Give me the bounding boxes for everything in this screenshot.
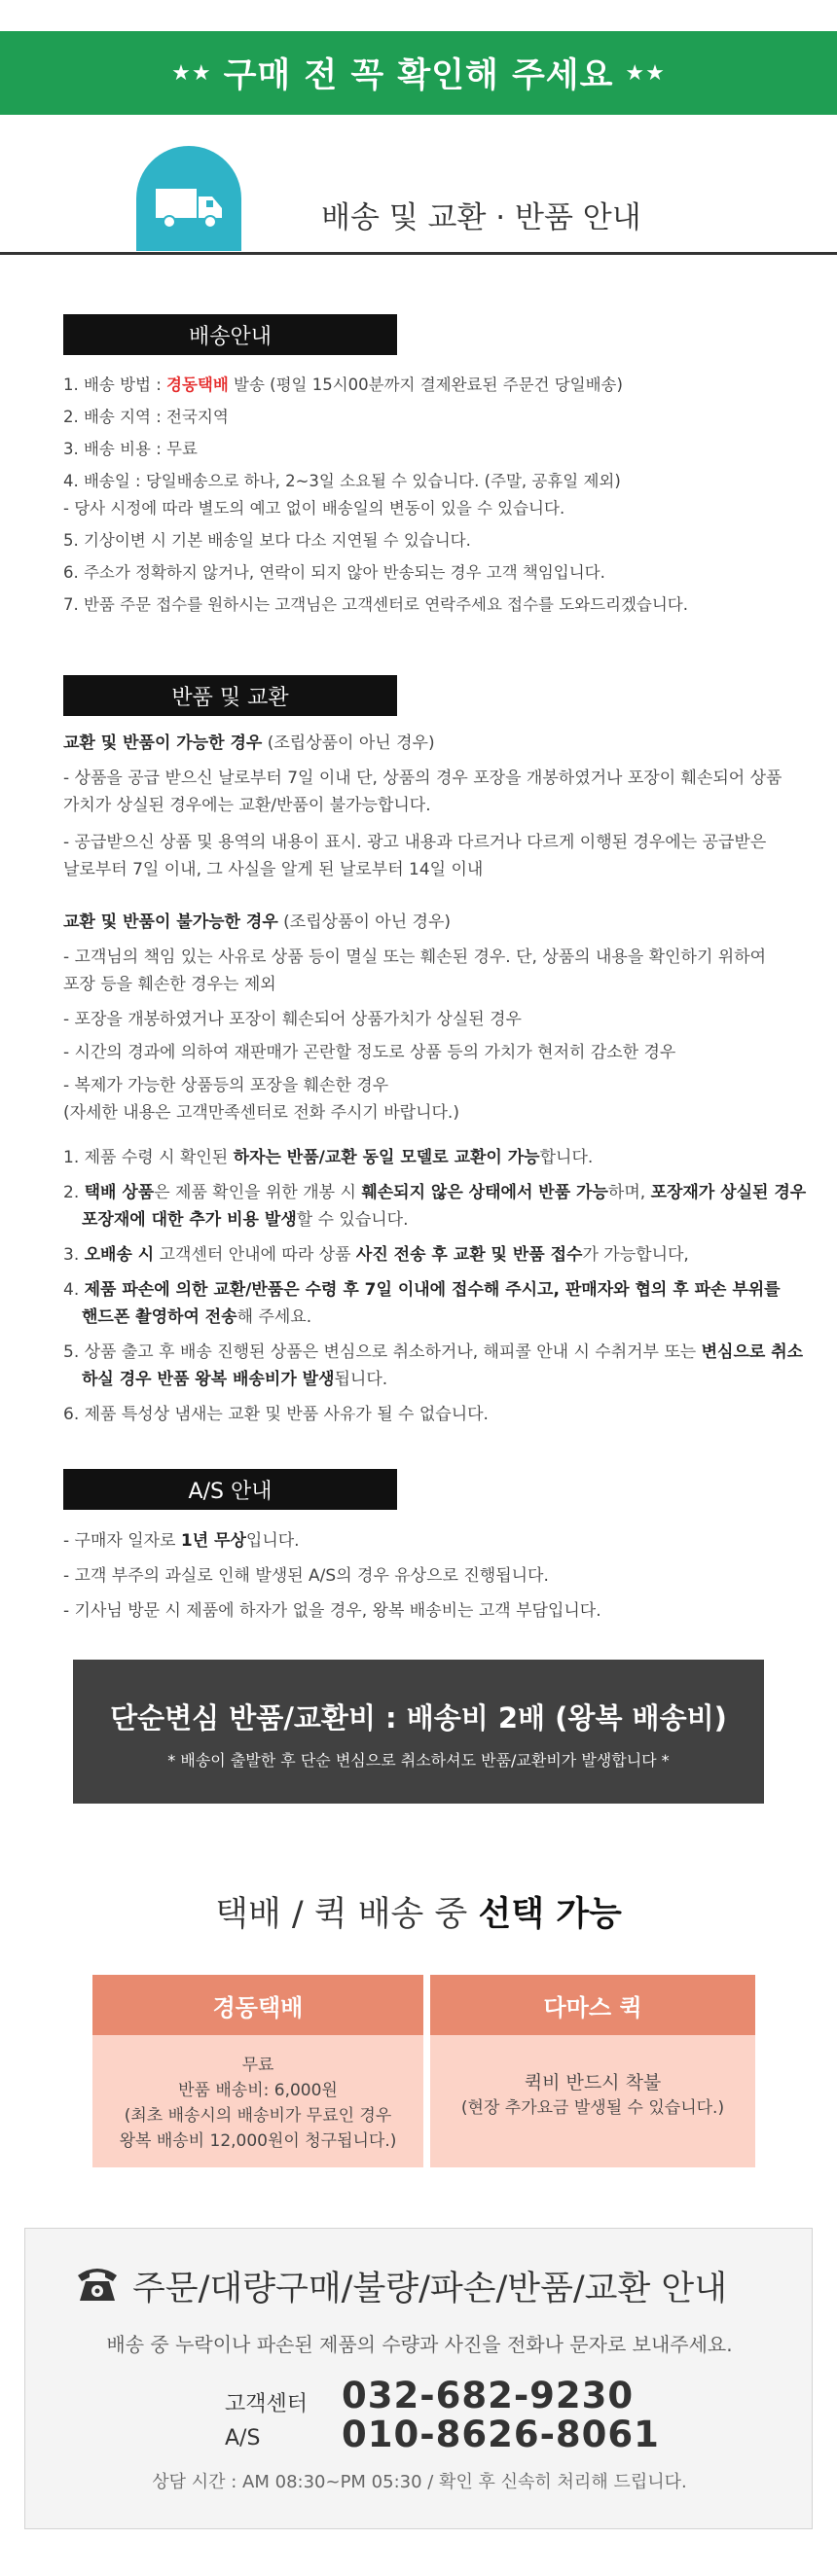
- truck-icon: [136, 146, 241, 251]
- return-rule: 2. 택배 상품은 제품 확인을 위한 개봉 시 훼손되지 않은 상태에서 반품 가능하며, 포장재가 상실된 경우: [63, 1183, 807, 1202]
- option-title: 다마스 퀵: [430, 1975, 755, 2035]
- star-icon: ★★: [171, 60, 212, 86]
- list-item: (자세한 내용은 고객만족센터로 전화 주시기 바랍니다.): [63, 1103, 459, 1123]
- notice-subtitle: * 배송이 출발한 후 단순 변심으로 취소하셔도 반품/교환비가 발생합니다 *: [167, 1751, 670, 1770]
- list-item: - 시간의 경과에 의하여 재판매가 곤란할 정도로 상품 등의 가치가 현저히 감소한 경우: [63, 1043, 676, 1062]
- banner-title: 구매 전 꼭 확인해 주세요: [223, 56, 614, 95]
- list-item: - 고객님의 책임 있는 사유로 상품 등이 멸실 또는 훼손된 경우. 단, 상품의 내용을 확인하기 위하여: [63, 948, 767, 967]
- list-item: 3. 배송 비용 : 무료: [63, 440, 198, 458]
- contact-title: 주문/대량구매/불량/파손/반품/교환 안내: [132, 2270, 728, 2308]
- return-rule: 5. 상품 출고 후 배송 진행된 상품은 변심으로 취소하거나, 해피콜 안내 시 수취거부 또는 변심으로 취소: [63, 1342, 804, 1362]
- option-kyungdong: [92, 1975, 423, 2167]
- list-item: 4. 배송일 : 당일배송으로 하나, 2~3일 소요될 수 있습니다. (주말, 공휴일 제외): [63, 472, 621, 490]
- option-body: 퀵비 반드시 착불 (현장 추가요금 발생될 수 있습니다.): [430, 2035, 755, 2167]
- return-rule-cont: 포장재에 대한 추가 비용 발생할 수 있습니다.: [82, 1210, 409, 1230]
- option-damas-quick: [430, 1975, 755, 2167]
- return-rule: 4. 제품 파손에 의한 교환/반품은 수령 후 7일 이내에 접수해 주시고, 판매자와 협의 후 파손 부위를: [63, 1280, 781, 1300]
- delivery-select-title: 택배 / 퀵 배송 중 선택 가능: [215, 1895, 622, 1934]
- option-body: 무료 반품 배송비: 6,000원 (최초 배송시의 배송비가 무료인 경우 왕복 배송비 12,000원이 청구됩니다.): [92, 2035, 423, 2167]
- list-item: 1. 배송 방법 : 경동택배 발송 (평일 15시00분까지 결제완료된 주문건 당일배송): [63, 376, 623, 394]
- page-title: 배송 및 교환 · 반품 안내: [321, 200, 641, 235]
- phone-icon: [74, 2262, 121, 2308]
- list-item: - 포장을 개봉하였거나 포장이 훼손되어 상품가치가 상실된 경우: [63, 1010, 522, 1029]
- return-fee-notice: [73, 1660, 764, 1804]
- contact-subtitle: 배송 중 누락이나 파손된 제품의 수량과 사진을 전화나 문자로 보내주세요.: [106, 2333, 733, 2356]
- as-number[interactable]: 010-8626-8061: [342, 2414, 660, 2455]
- shipping-header: [0, 146, 837, 255]
- list-item: 날로부터 7일 이내, 그 사실을 알게 된 날로부터 14일 이내: [63, 860, 484, 879]
- center-number[interactable]: 032-682-9230: [342, 2375, 635, 2416]
- contact-box: [24, 2228, 813, 2529]
- section-heading-as: A/S 안내: [63, 1469, 397, 1510]
- notice-title: 단순변심 반품/교환비 : 배송비 2배 (왕복 배송비): [110, 1701, 727, 1735]
- list-item: - 고객 부주의 과실로 인해 발생된 A/S의 경우 유상으로 진행됩니다.: [63, 1566, 549, 1586]
- list-item: - 구매자 일자로 1년 무상입니다.: [63, 1531, 300, 1551]
- return-rule-cont: 하실 경우 반품 왕복 배송비가 발생됩니다.: [82, 1370, 388, 1389]
- list-item: 가치가 상실된 경우에는 교환/반품이 불가능합니다.: [63, 796, 431, 815]
- list-item: 6. 주소가 정확하지 않거나, 연락이 되지 않아 반송되는 경우 고객 책임입니다.: [63, 563, 605, 582]
- list-item: - 기사님 방문 시 제품에 하자가 없을 경우, 왕복 배송비는 고객 부담입니다.: [63, 1601, 601, 1621]
- possible-heading: 교환 및 반품이 가능한 경우 (조립상품이 아닌 경우): [63, 733, 435, 753]
- return-rule: 6. 제품 특성상 냄새는 교환 및 반품 사유가 될 수 없습니다.: [63, 1405, 489, 1424]
- return-rule: 1. 제품 수령 시 확인된 하자는 반품/교환 동일 모델로 교환이 가능합니다.: [63, 1148, 594, 1167]
- list-item: 2. 배송 지역 : 전국지역: [63, 408, 229, 426]
- list-item: - 복제가 가능한 상품등의 포장을 훼손한 경우: [63, 1076, 389, 1095]
- return-rule-cont: 핸드폰 촬영하여 전송해 주세요.: [82, 1307, 312, 1327]
- impossible-heading: 교환 및 반품이 불가능한 경우 (조립상품이 아닌 경우): [63, 912, 452, 932]
- divider: [0, 252, 837, 255]
- list-item: 5. 기상이변 시 기본 배송일 보다 다소 지연될 수 있습니다.: [63, 531, 471, 550]
- shipping-list: [63, 372, 803, 619]
- section-heading-shipping: 배송안내: [63, 314, 397, 355]
- list-item: - 당사 시정에 따라 별도의 예고 없이 배송일의 변동이 있을 수 있습니다.: [63, 499, 565, 518]
- as-label: A/S: [225, 2426, 261, 2451]
- center-label: 고객센터: [225, 2392, 309, 2416]
- list-item: 포장 등을 훼손한 경우는 제외: [63, 975, 276, 994]
- section-heading-returns: 반품 및 교환: [63, 675, 397, 716]
- top-banner: [0, 31, 837, 115]
- return-rule: 3. 오배송 시 고객센터 안내에 따라 상품 사진 전송 후 교환 및 반품 접수가 가능합니다,: [63, 1245, 689, 1265]
- star-icon: ★★: [625, 60, 666, 86]
- list-item: - 공급받으신 상품 및 용역의 내용이 표시. 광고 내용과 다르거나 다르게 이행된 경우에는 공급받은: [63, 833, 767, 852]
- list-item: - 상품을 공급 받으신 날로부터 7일 이내 단, 상품의 경우 포장을 개봉하였거나 포장이 훼손되어 상품: [63, 769, 782, 788]
- option-title: 경동택배: [92, 1975, 423, 2035]
- contact-hours: 상담 시간 : AM 08:30~PM 05:30 / 확인 후 신속히 처리해 드립니다.: [152, 2472, 687, 2492]
- list-item: 7. 반품 주문 접수를 원하시는 고객님은 고객센터로 연락주세요 접수를 도와드리겠습니다.: [63, 595, 688, 614]
